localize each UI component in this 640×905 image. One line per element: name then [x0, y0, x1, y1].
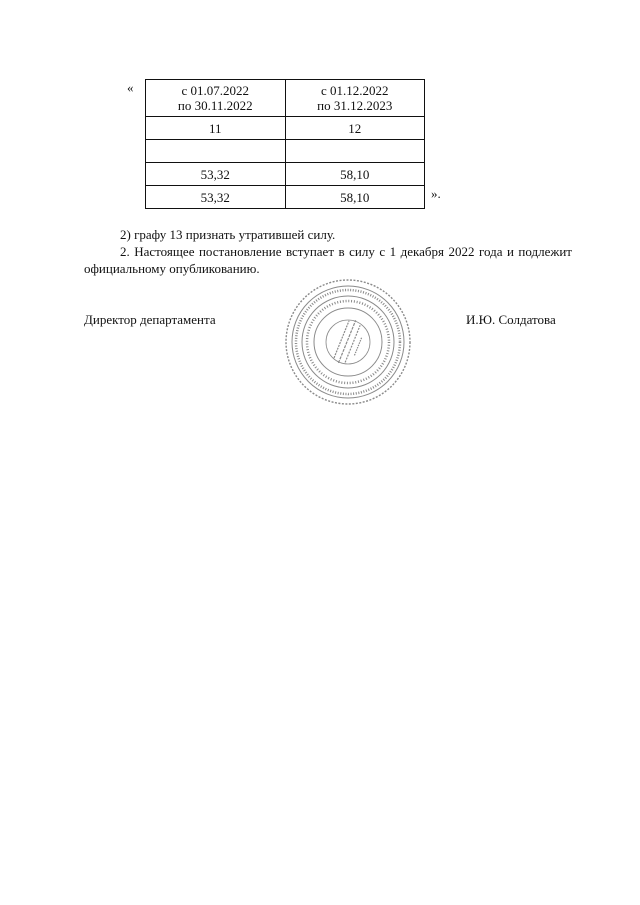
header-cell [285, 80, 425, 117]
header-period-start: с 01.12.2022 [320, 83, 389, 98]
signatory-name: И.Ю. Солдатова [466, 312, 556, 327]
table-cell: 53,32 [146, 186, 286, 209]
table-column-number-row [146, 117, 425, 140]
table-cell: 58,10 [285, 186, 425, 209]
tariff-table [145, 79, 425, 209]
header-period-end: по 31.12.2023 [317, 98, 393, 113]
column-number-cell: 12 [285, 117, 425, 140]
column-number-cell: 11 [146, 117, 286, 140]
table-cell: 58,10 [285, 163, 425, 186]
seal-stamp-icon [283, 277, 413, 407]
header-period-end: по 30.11.2022 [177, 98, 253, 113]
closing-quote: ». [431, 186, 441, 201]
table-cell [285, 140, 425, 163]
table-row [146, 163, 425, 186]
signatory-position: Директор департамента [84, 312, 216, 327]
table-row [146, 140, 425, 163]
table-header-row [146, 80, 425, 117]
table-cell [146, 140, 286, 163]
paragraph-item-2: 2) графу 13 признать утратившей силу. [120, 227, 336, 242]
paragraph-clause-2: 2. Настоящее постановление вступает в силу с 1 декабря 2022 года и подлежит официальному опубликованию. [84, 244, 572, 276]
header-period-start: с 01.07.2022 [181, 83, 250, 98]
header-cell [146, 80, 286, 117]
opening-quote: « [127, 80, 134, 95]
table-cell: 53,32 [146, 163, 286, 186]
table-row [146, 186, 425, 209]
